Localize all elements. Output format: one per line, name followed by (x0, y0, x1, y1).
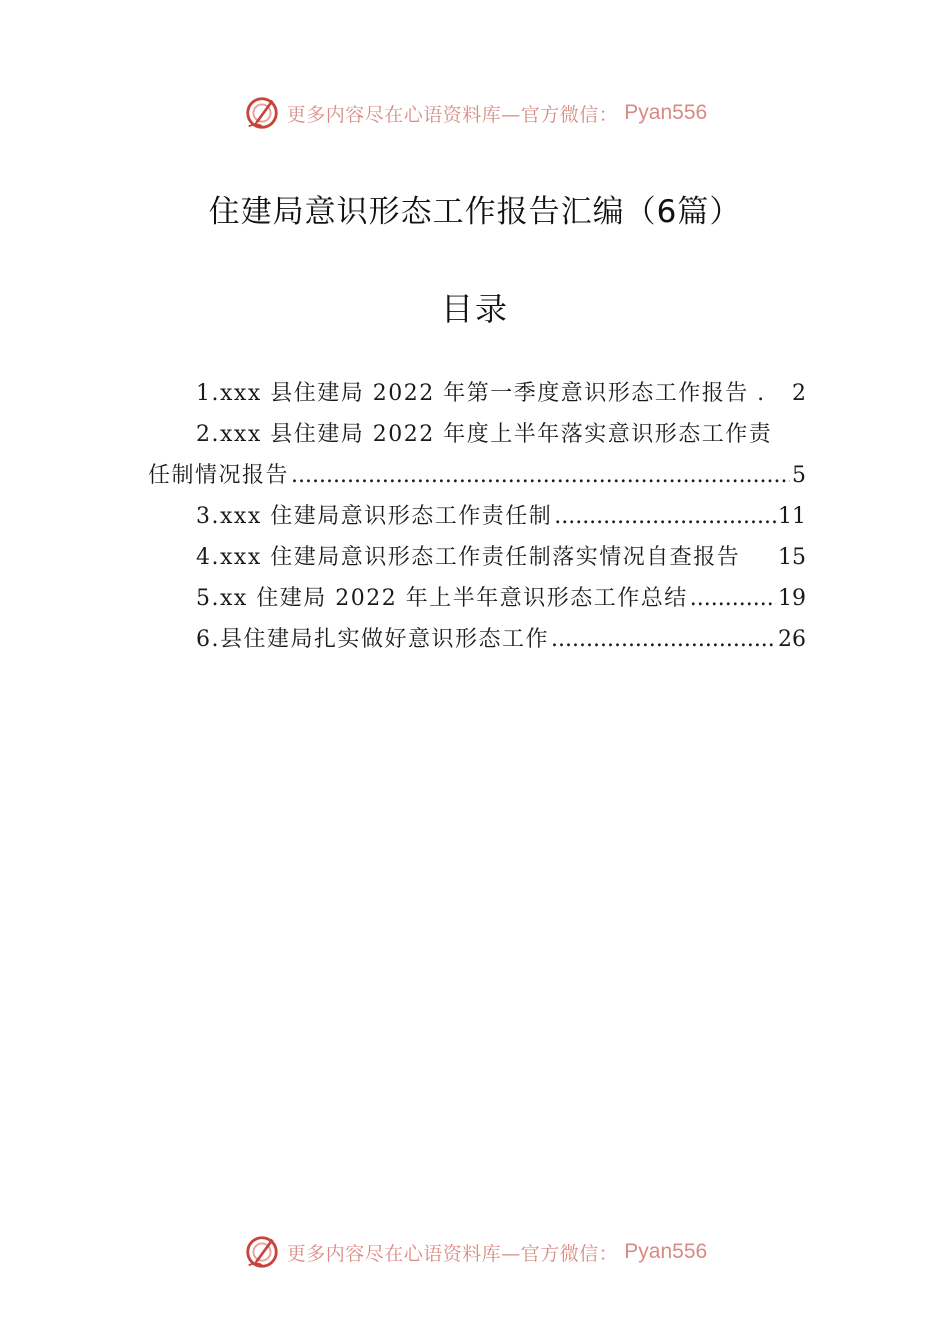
toc-leader-dots (554, 496, 776, 537)
watermark-text: 更多内容尽在心语资料库—官方微信： (286, 1242, 619, 1265)
toc-entry-title: xxx 县住建局 2022 年度上半年落实意识形态工作责 (220, 422, 773, 447)
toc-entry-1[interactable] (148, 373, 806, 414)
toc-entry-6[interactable] (148, 619, 806, 660)
toc-entry-page: 19 (778, 586, 806, 611)
toc-entry-number: 2. (196, 422, 220, 447)
table-of-contents (148, 373, 806, 660)
toc-entry-title: xxx 县住建局 2022 年第一季度意识形态工作报告 . (220, 381, 766, 406)
watermark-handle: Pyan556 (624, 101, 708, 124)
watermark-banner-top (0, 94, 950, 132)
toc-entry-number: 4. (196, 545, 220, 570)
toc-leader-dots (291, 455, 790, 496)
toc-entry-4[interactable] (148, 537, 806, 578)
toc-entry-page: 5 (792, 463, 806, 488)
toc-entry-3[interactable] (148, 496, 806, 537)
toc-entry-title-continued: 任制情况报告 (148, 463, 290, 488)
toc-entry-title: 县住建局扎实做好意识形态工作 (220, 627, 550, 652)
toc-entry-title: xx 住建局 2022 年上半年意识形态工作总结 (220, 586, 688, 611)
toc-entry-number: 1. (196, 381, 220, 406)
toc-entry-number: 6. (196, 627, 220, 652)
toc-entry-page: 26 (778, 627, 806, 652)
toc-entry-2-continued[interactable] (148, 455, 806, 496)
pen-logo-icon (243, 94, 281, 132)
watermark-banner-bottom (0, 1233, 950, 1271)
document-title: 住建局意识形态工作报告汇编（6篇） (208, 194, 742, 230)
toc-entry-page: 15 (778, 545, 806, 570)
toc-entry-number: 3. (196, 504, 220, 529)
toc-leader-dots (690, 578, 776, 619)
pen-logo-icon (243, 1233, 281, 1271)
toc-entry-title: xxx 住建局意识形态工作责任制落实情况自查报告 (220, 545, 741, 570)
toc-entry-title: xxx 住建局意识形态工作责任制 (220, 504, 553, 529)
watermark-handle: Pyan556 (624, 1240, 708, 1263)
toc-entry-number: 5. (196, 586, 220, 611)
toc-entry-page: 11 (778, 504, 806, 529)
toc-heading: 目录 (440, 290, 509, 328)
toc-entry-2[interactable] (148, 414, 806, 455)
toc-entry-page: 2 (792, 381, 806, 406)
watermark-text: 更多内容尽在心语资料库—官方微信： (286, 103, 619, 126)
toc-entry-5[interactable] (148, 578, 806, 619)
toc-leader-dots (551, 619, 776, 660)
